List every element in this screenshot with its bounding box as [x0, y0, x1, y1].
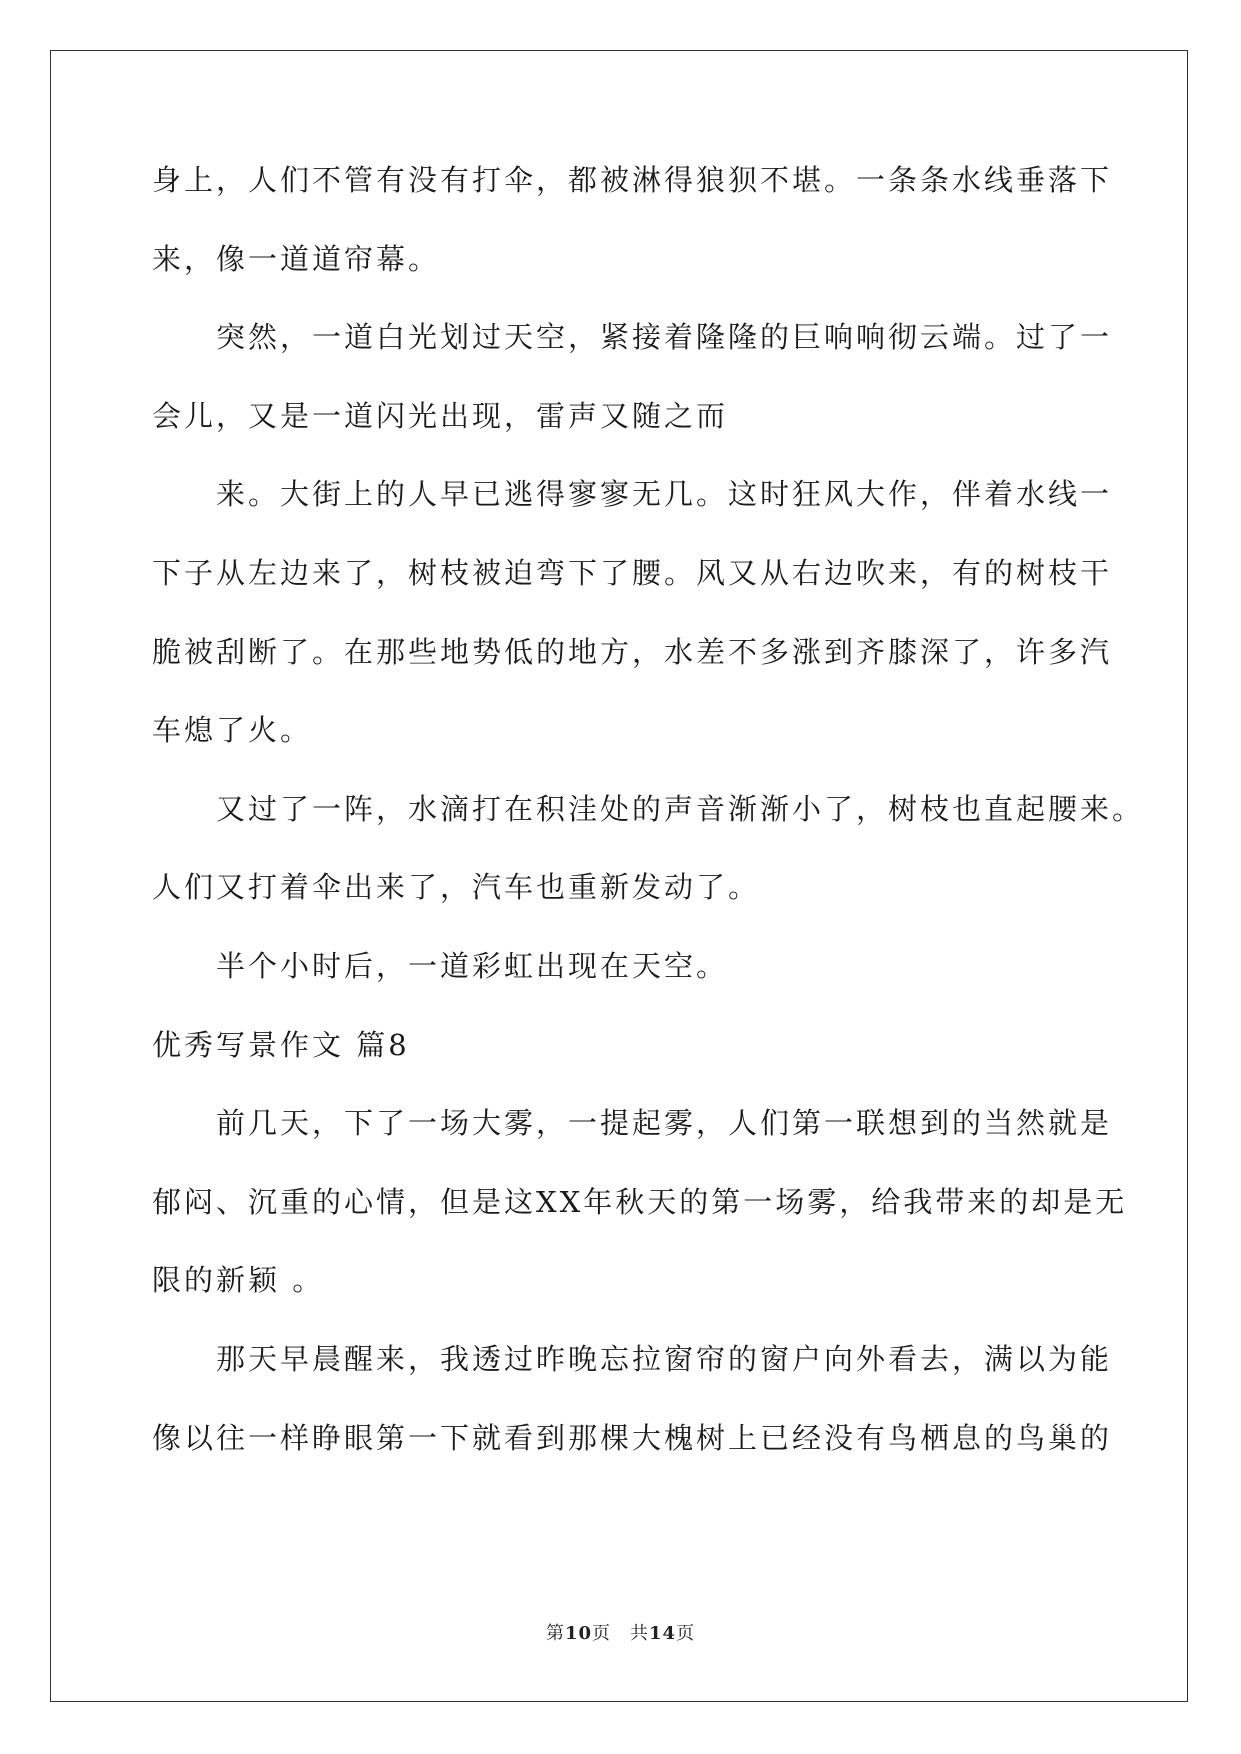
footer-prefix: 第 — [545, 1623, 565, 1644]
page-footer — [0, 1619, 1241, 1645]
text-line: 像以往一样睁眼第一下就看到那棵大槐树上已经没有鸟栖息的鸟巢的 — [152, 1420, 1113, 1455]
text-line: 车熄了火。 — [152, 713, 313, 748]
text-line: 会儿，又是一道闪光出现，雷声又随之而 — [152, 398, 729, 433]
text-line: 人们又打着伞出来了，汽车也重新发动了。 — [152, 870, 761, 905]
text-line: 那天早晨醒来，我透过昨晚忘拉窗帘的窗户向外看去，满以为能 — [216, 1341, 1113, 1376]
footer-middle: 页 共 — [592, 1623, 649, 1644]
text-line: 郁闷、沉重的心情，但是这XX年秋天的第一场雾，给我带来的却是无 — [152, 1184, 1128, 1219]
footer-suffix: 页 — [676, 1623, 696, 1644]
text-line: 半个小时后，一道彩虹出现在天空。 — [216, 948, 729, 983]
current-page-number: 10 — [564, 1623, 592, 1644]
text-line: 又过了一阵，水滴打在积洼处的声音渐渐小了，树枝也直起腰来。 — [216, 791, 1145, 826]
section-heading: 优秀写景作文 篇8 — [152, 1027, 410, 1062]
text-line: 身上，人们不管有没有打伞，都被淋得狼狈不堪。一条条水线垂落下 — [152, 163, 1113, 197]
document-body — [152, 163, 1145, 1501]
text-line: 下子从左边来了，树枝被迫弯下了腰。风又从右边吹来，有的树枝干 — [152, 555, 1113, 590]
text-line: 来，像一道道帘幕。 — [152, 241, 441, 276]
text-line: 限的新颖 。 — [152, 1263, 325, 1298]
text-line: 突然，一道白光划过天空，紧接着隆隆的巨响响彻云端。过了一 — [216, 320, 1113, 355]
text-line: 前几天，下了一场大雾，一提起雾，人们第一联想到的当然就是 — [216, 1106, 1113, 1141]
text-line: 脆被刮断了。在那些地势低的地方，水差不多涨到齐膝深了，许多汽 — [152, 634, 1113, 669]
text-line: 来。大街上的人早已逃得寥寥无几。这时狂风大作，伴着水线一 — [216, 477, 1113, 512]
total-pages-number: 14 — [649, 1623, 677, 1644]
